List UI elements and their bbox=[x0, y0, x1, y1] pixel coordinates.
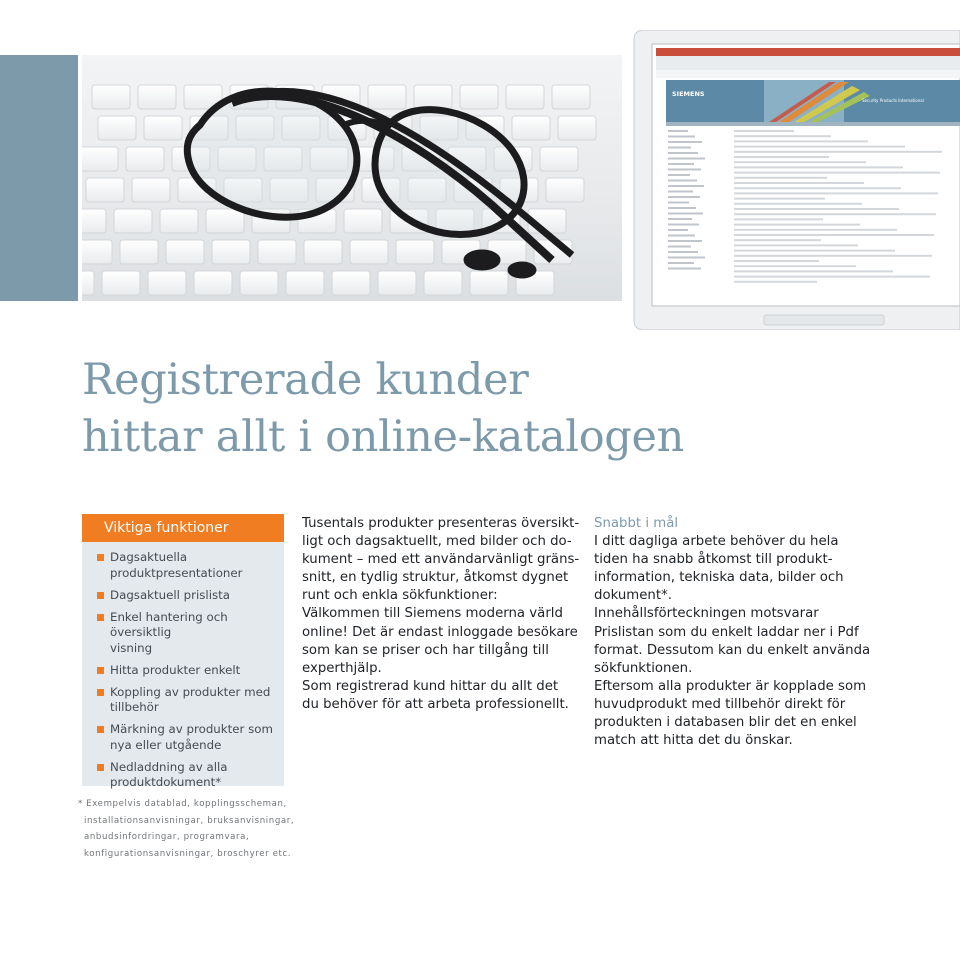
keyboard-key bbox=[304, 240, 342, 264]
body-column-2 bbox=[594, 515, 894, 750]
body-line: format. Dessutom kan du enkelt använda bbox=[594, 642, 871, 658]
body-line: som kan se priser och har tillgång till bbox=[302, 642, 549, 658]
screen-content-line bbox=[734, 166, 903, 168]
keyboard-key bbox=[332, 271, 370, 295]
screen-content-line bbox=[734, 172, 940, 174]
keyboard-key bbox=[558, 116, 596, 140]
screen-content-line bbox=[734, 281, 817, 283]
keyboard-key bbox=[368, 85, 406, 109]
keyboard-key bbox=[126, 147, 164, 171]
keyboard-key bbox=[414, 85, 452, 109]
keyboard-key bbox=[82, 271, 94, 295]
body-line: Eftersom alla produkter är kopplade som bbox=[594, 678, 867, 694]
screen-nav-line bbox=[668, 130, 688, 132]
footnote-line: konfigurationsanvisningar, broschyrer etc. bbox=[84, 848, 292, 859]
screen-nav-line bbox=[668, 213, 703, 215]
square-bullet-icon bbox=[97, 667, 104, 674]
feature-item: Hitta produkter enkelt bbox=[97, 663, 278, 679]
keyboard-key bbox=[82, 147, 118, 171]
feature-item: Enkel hantering och översiktlig visning bbox=[97, 610, 278, 657]
keyboard-key bbox=[512, 116, 550, 140]
keyboard-key bbox=[212, 240, 250, 264]
screen-nav-line bbox=[668, 174, 690, 176]
screen-content-line bbox=[734, 218, 823, 220]
keyboard-key bbox=[138, 85, 176, 109]
keyboard-key bbox=[378, 271, 416, 295]
screen-nav-line bbox=[668, 240, 702, 242]
body-line: Innehållsförteckningen motsvarar bbox=[594, 606, 819, 622]
keyboard-key bbox=[132, 178, 170, 202]
keyboard-key bbox=[86, 178, 124, 202]
screen-nav-line bbox=[668, 158, 705, 160]
footnote bbox=[78, 796, 308, 862]
square-bullet-icon bbox=[97, 592, 104, 599]
screen-nav-line bbox=[668, 246, 691, 248]
body-line: I ditt dagliga arbete behöver du hela bbox=[594, 534, 839, 550]
screen-content-line bbox=[734, 265, 856, 267]
square-bullet-icon bbox=[97, 764, 104, 771]
feature-item: Koppling av produkter med tillbehör bbox=[97, 685, 278, 716]
screen-nav-line bbox=[668, 141, 702, 143]
square-bullet-icon bbox=[97, 726, 104, 733]
screen-content-line bbox=[734, 177, 827, 179]
screen-nav-line bbox=[668, 191, 693, 193]
keyboard-key bbox=[470, 271, 508, 295]
screen-content-line bbox=[734, 146, 905, 148]
keyboard-key bbox=[240, 271, 278, 295]
keyboard-key bbox=[424, 271, 462, 295]
body-line: kument – med ett användarvänligt gräns- bbox=[302, 552, 580, 568]
screen-content-line bbox=[734, 135, 831, 137]
screen-content-line bbox=[734, 224, 860, 226]
screen-content-line bbox=[734, 234, 934, 236]
screen-nav-line bbox=[668, 257, 705, 259]
screen-content-line bbox=[734, 244, 858, 246]
square-bullet-icon bbox=[97, 554, 104, 561]
keyboard-key bbox=[82, 209, 106, 233]
screen-nav-line bbox=[668, 224, 699, 226]
keyboard-key bbox=[540, 147, 578, 171]
keyboard-key bbox=[206, 209, 244, 233]
screen-nav-line bbox=[668, 152, 698, 154]
keyboard-key bbox=[552, 85, 590, 109]
laptop-brand-text: SIEMENS bbox=[672, 90, 705, 98]
screen-content-line bbox=[734, 203, 862, 205]
screen-nav-line bbox=[668, 268, 701, 270]
keyboard-key bbox=[98, 116, 136, 140]
title-line-1: Registrerade kunder bbox=[82, 355, 529, 405]
screen-content-line bbox=[734, 250, 895, 252]
body-line: Prislistan som du enkelt laddar ner i Pdf bbox=[594, 624, 859, 640]
square-bullet-icon bbox=[97, 614, 104, 621]
body-line: experthjälp. bbox=[302, 660, 382, 676]
keyboard-key bbox=[258, 240, 296, 264]
screen-nav-line bbox=[668, 218, 692, 220]
screen-content-line bbox=[734, 270, 893, 272]
laptop-image bbox=[604, 30, 960, 330]
square-bullet-icon bbox=[97, 689, 104, 696]
keyboard-key bbox=[144, 116, 182, 140]
keyboard-image bbox=[82, 55, 622, 301]
keyboard-key bbox=[350, 240, 388, 264]
screen-content-line bbox=[734, 229, 897, 231]
screen-content-line bbox=[734, 276, 930, 278]
screen-content-line bbox=[734, 156, 829, 158]
screen-content-line bbox=[734, 161, 866, 163]
screen-content-line bbox=[734, 213, 936, 215]
features-list bbox=[82, 542, 284, 791]
page-title bbox=[82, 352, 842, 466]
keyboard-key bbox=[166, 240, 204, 264]
body-line: Som registrerad kund hittar du allt det bbox=[302, 678, 559, 694]
screen-nav-line bbox=[668, 196, 700, 198]
screen-content-line bbox=[734, 140, 868, 142]
body-line: snitt, en tydlig struktur, åtkomst dygnet bbox=[302, 570, 569, 586]
screen-content-line bbox=[734, 187, 901, 189]
body-line: huvudprodukt med tillbehör direkt för bbox=[594, 696, 846, 712]
keyboard-key bbox=[102, 271, 140, 295]
screen-content-line bbox=[734, 260, 819, 262]
body-line: runt och enkla sökfunktioner: bbox=[302, 588, 498, 604]
keyboard-key bbox=[506, 85, 544, 109]
screen-nav-line bbox=[668, 163, 694, 165]
feature-item: Nedladdning av alla produktdokument* bbox=[97, 760, 278, 791]
keyboard-key bbox=[148, 271, 186, 295]
screen-nav-line bbox=[668, 207, 696, 209]
side-accent-bar bbox=[0, 55, 78, 301]
body-line: information, tekniska data, bilder och bbox=[594, 570, 844, 586]
title-line-2: hittar allt i online-katalogen bbox=[82, 412, 685, 462]
body-line: sökfunktionen. bbox=[594, 660, 693, 676]
body-line: ligt och dagsaktuellt, med bilder och do- bbox=[302, 534, 572, 550]
screen-content-line bbox=[734, 130, 794, 132]
feature-item: Märkning av produkter som nya eller utgående bbox=[97, 722, 278, 753]
screen-nav-line bbox=[668, 202, 689, 204]
body-line: match att hitta det du önskar. bbox=[594, 733, 793, 749]
column-2-heading: Snabbt i mål bbox=[594, 516, 679, 531]
keyboard-key bbox=[194, 271, 232, 295]
body-line: tiden ha snabb åtkomst till produkt- bbox=[594, 552, 833, 568]
screen-content-line bbox=[734, 255, 932, 257]
body-line: online! Det är endast inloggade besökare bbox=[302, 624, 578, 640]
screen-nav-line bbox=[668, 185, 704, 187]
screen-content-line bbox=[734, 198, 825, 200]
footnote-line: anbudsinfordringar, programvara, bbox=[84, 832, 250, 842]
screen-nav-line bbox=[668, 229, 688, 231]
keyboard-key bbox=[114, 209, 152, 233]
body-line: produkten i databasen blir det en enkel bbox=[594, 715, 857, 731]
feature-item: Dagsaktuell prislista bbox=[97, 588, 278, 604]
keyboard-key bbox=[396, 240, 434, 264]
keyboard-key bbox=[82, 240, 112, 264]
screen-content-line bbox=[734, 151, 942, 153]
keyboard-key bbox=[460, 85, 498, 109]
body-line: Välkommen till Siemens moderna värld bbox=[302, 606, 563, 622]
keyboard-key bbox=[546, 178, 584, 202]
screen-nav-line bbox=[668, 235, 695, 237]
keyboard-key bbox=[160, 209, 198, 233]
body-line: du behöver för att arbeta professionellt. bbox=[302, 696, 569, 712]
features-heading: Viktiga funktioner bbox=[82, 514, 284, 542]
screen-content-line bbox=[734, 239, 821, 241]
screen-nav-line bbox=[668, 169, 701, 171]
hero-photo bbox=[0, 0, 960, 330]
keyboard-key bbox=[92, 85, 130, 109]
keyboard-key bbox=[120, 240, 158, 264]
screen-content-line bbox=[734, 192, 938, 194]
screen-nav-line bbox=[668, 262, 694, 264]
features-box bbox=[82, 514, 284, 789]
keyboard-key bbox=[286, 271, 324, 295]
keyboard-key bbox=[344, 209, 382, 233]
body-line: Tusentals produkter presenteras översikt- bbox=[302, 516, 580, 531]
body-column-1 bbox=[302, 515, 587, 714]
footnote-line: * Exempelvis datablad, kopplingsscheman, bbox=[78, 799, 287, 809]
feature-item: Dagsaktuella produktpresentationer bbox=[97, 550, 278, 581]
keyboard-illustration bbox=[82, 55, 622, 301]
screen-nav-line bbox=[668, 147, 691, 149]
screen-nav-line bbox=[668, 251, 698, 253]
laptop-banner-text: Security Products International bbox=[862, 98, 924, 103]
screen-content-line bbox=[734, 208, 899, 210]
footnote-line: installationsanvisningar, bruksanvisningar, bbox=[84, 815, 295, 826]
body-line: dokument*. bbox=[594, 588, 672, 604]
screen-nav-line bbox=[668, 180, 697, 182]
screen-content-line bbox=[734, 182, 864, 184]
screen-nav-line bbox=[668, 136, 695, 138]
